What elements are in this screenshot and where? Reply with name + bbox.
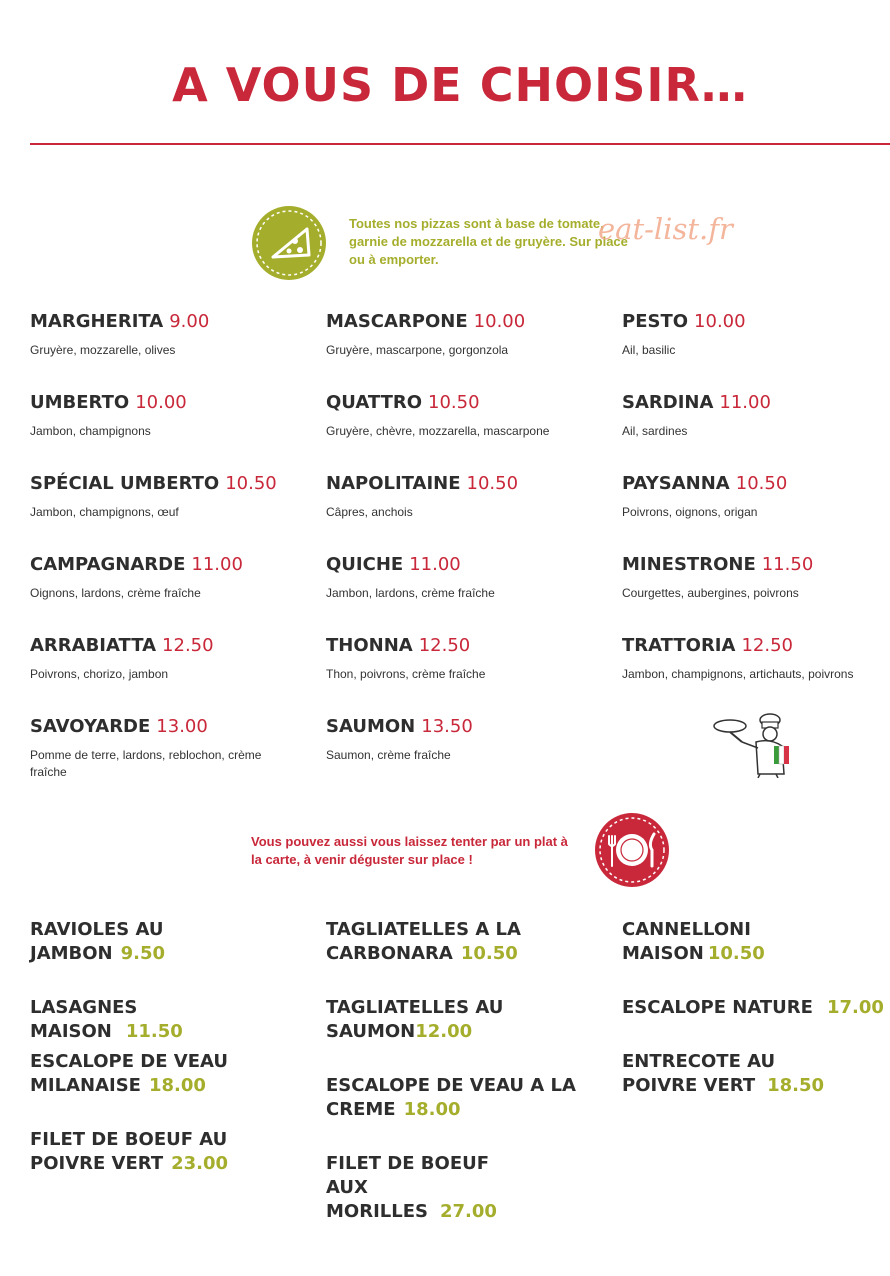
pizza-name: QUICHE xyxy=(326,554,404,575)
pizza-name: MARGHERITA xyxy=(30,311,164,332)
dish-item xyxy=(622,996,887,1020)
dish-name: FILET DE BOEUF AU POIVRE VERT xyxy=(30,1129,228,1174)
pizza-name: SARDINA xyxy=(622,392,714,413)
pizza-item xyxy=(622,635,890,683)
plate-info-text: Vous pouvez aussi vous laissez tenter par un plat à la carte, à venir déguster sur place ! xyxy=(251,834,568,867)
pizza-description: Courgettes, aubergines, poivrons xyxy=(622,586,799,600)
dish-item xyxy=(326,1152,536,1224)
pizza-price: 10.00 xyxy=(473,311,526,332)
chef-illustration xyxy=(712,712,800,778)
pizza-info-text: Toutes nos pizzas sont à base de tomate, garnie de mozzarella et de gruyère. Sur place ou à emporter. xyxy=(349,216,628,267)
pizza-price: 12.50 xyxy=(741,635,793,656)
plate-cutlery-icon xyxy=(594,812,670,888)
pizza-name: MASCARPONE xyxy=(326,311,468,332)
pizza-item xyxy=(326,311,596,359)
dish-item xyxy=(326,918,546,966)
dish-item xyxy=(30,1128,295,1176)
pizza-description: Ail, basilic xyxy=(622,343,676,357)
pizza-name: TRATTORIA xyxy=(622,635,736,656)
pizza-price: 11.00 xyxy=(191,554,243,575)
dish-price: 11.50 xyxy=(125,1021,183,1042)
dish-price: 12.00 xyxy=(415,1021,473,1042)
pizza-slice-icon xyxy=(251,205,327,281)
pizza-name: THONNA xyxy=(326,635,413,656)
pizza-name: QUATTRO xyxy=(326,392,423,413)
pizza-item xyxy=(622,392,890,440)
dish-name: TAGLIATELLES AU SAUMON xyxy=(326,997,504,1042)
dish-price: 18.00 xyxy=(403,1099,461,1120)
pizza-item xyxy=(30,716,280,781)
pizza-item xyxy=(622,311,890,359)
pizza-name: MINESTRONE xyxy=(622,554,756,575)
pizza-description: Saumon, crème fraîche xyxy=(326,748,451,762)
pizza-price: 13.50 xyxy=(421,716,473,737)
pizza-description: Poivrons, oignons, origan xyxy=(622,505,758,519)
dish-name: LASAGNES MAISON xyxy=(30,997,138,1042)
pizza-description: Jambon, champignons, artichauts, poivrons xyxy=(622,667,854,681)
pizza-price: 11.00 xyxy=(409,554,461,575)
dish-price: 10.50 xyxy=(460,943,518,964)
dish-name: ESCALOPE NATURE xyxy=(622,997,813,1018)
page-title: A VOUS DE CHOISIR… xyxy=(172,58,748,112)
pizza-name: UMBERTO xyxy=(30,392,130,413)
pizza-price: 12.50 xyxy=(162,635,214,656)
pizza-item xyxy=(326,554,596,602)
pizza-name: SPÉCIAL UMBERTO xyxy=(30,473,220,494)
dish-item xyxy=(30,996,295,1044)
dish-item xyxy=(326,1074,576,1122)
pizza-description: Thon, poivrons, crème fraîche xyxy=(326,667,486,681)
dish-price: 9.50 xyxy=(120,943,166,964)
pizza-item xyxy=(326,473,596,521)
dish-price: 27.00 xyxy=(439,1201,497,1222)
dish-item xyxy=(30,1050,250,1098)
dish-name: FILET DE BOEUF AUX MORILLES xyxy=(326,1153,490,1222)
dish-name: CANNELLONI MAISON xyxy=(622,919,751,964)
dish-name: TAGLIATELLES A LA CARBONARA xyxy=(326,919,521,964)
dish-item xyxy=(30,918,295,966)
pizza-description: Gruyère, mascarpone, gorgonzola xyxy=(326,343,509,357)
pizza-description: Gruyère, mozzarelle, olives xyxy=(30,343,176,357)
pizza-name: SAUMON xyxy=(326,716,416,737)
pizza-price: 11.00 xyxy=(719,392,771,413)
pizza-item xyxy=(30,635,300,683)
pizza-price: 12.50 xyxy=(418,635,471,656)
dish-name: ESCALOPE DE VEAU A LA CREME xyxy=(326,1075,576,1120)
pizza-price: 9.00 xyxy=(169,311,210,332)
pizza-price: 10.00 xyxy=(694,311,746,332)
pizza-name: NAPOLITAINE xyxy=(326,473,461,494)
pizza-price: 10.50 xyxy=(735,473,788,494)
pizza-item xyxy=(30,311,300,359)
dish-price: 18.50 xyxy=(767,1075,825,1096)
dish-name: ENTRECOTE AU POIVRE VERT xyxy=(622,1051,776,1096)
pizza-price: 10.00 xyxy=(135,392,187,413)
pizza-price: 10.50 xyxy=(466,473,519,494)
pizza-description: Câpres, anchois xyxy=(326,505,413,519)
pizza-item xyxy=(326,635,596,683)
dish-item xyxy=(326,996,591,1044)
dish-price: 17.00 xyxy=(826,997,884,1018)
pizza-item xyxy=(30,473,300,521)
pizza-name: ARRABIATTA xyxy=(30,635,157,656)
pizza-description: Gruyère, chèvre, mozzarella, mascarpone xyxy=(326,424,550,438)
pizza-description: Jambon, champignons, œuf xyxy=(30,505,179,519)
pizza-item xyxy=(326,392,596,440)
pizza-item xyxy=(326,716,596,764)
pizza-description: Ail, sardines xyxy=(622,424,688,438)
pizza-name: SAVOYARDE xyxy=(30,716,151,737)
dish-item xyxy=(622,918,887,966)
pizza-price: 10.50 xyxy=(428,392,480,413)
pizza-description: Pomme de terre, lardons, reblochon, crème fraîche xyxy=(30,748,262,779)
pizza-name: CAMPAGNARDE xyxy=(30,554,186,575)
pizza-item xyxy=(622,554,890,602)
pizza-description: Poivrons, chorizo, jambon xyxy=(30,667,169,681)
pizza-price: 11.50 xyxy=(761,554,814,575)
pizza-item xyxy=(622,473,890,521)
dish-name: RAVIOLES AU JAMBON xyxy=(30,919,164,964)
dish-name: ESCALOPE DE VEAU MILANAISE xyxy=(30,1051,229,1096)
pizza-description: Jambon, lardons, crème fraîche xyxy=(326,586,495,600)
pizza-name: PAYSANNA xyxy=(622,473,730,494)
watermark: eat-list.fr xyxy=(598,212,733,246)
pizza-item xyxy=(30,554,300,602)
title-divider xyxy=(30,143,890,145)
pizza-description: Jambon, champignons xyxy=(30,424,151,438)
dish-price: 10.50 xyxy=(707,943,765,964)
dish-item xyxy=(622,1050,852,1098)
pizza-price: 13.00 xyxy=(156,716,208,737)
dish-price: 18.00 xyxy=(148,1075,206,1096)
pizza-price: 10.50 xyxy=(225,473,277,494)
pizza-item xyxy=(30,392,300,440)
pizza-name: PESTO xyxy=(622,311,689,332)
dish-price: 23.00 xyxy=(171,1153,229,1174)
pizza-description: Oignons, lardons, crème fraîche xyxy=(30,586,201,600)
